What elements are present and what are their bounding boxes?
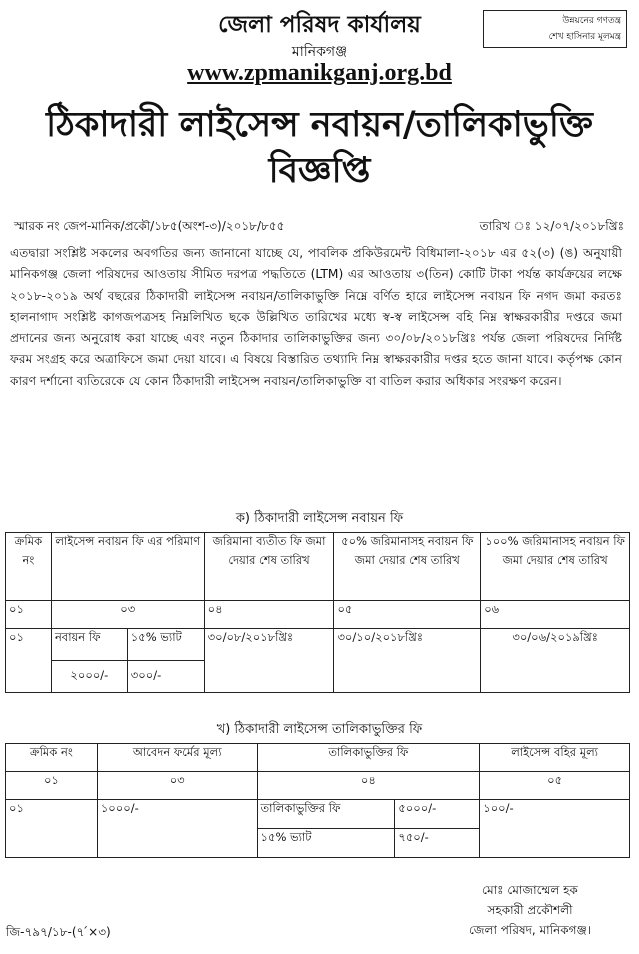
notice-title: ঠিকাদারী লাইসেন্স নবায়ন/তালিকাভুক্তি bbox=[46, 105, 593, 145]
date-100-fine-cell: ৩০/০৬/২০১৯খ্রিঃ bbox=[481, 629, 630, 693]
signatory-office: জেলা পরিষদ, মানিকগঞ্জ। bbox=[468, 923, 592, 937]
date-50-fine-cell: ৩০/১০/২০১৮খ্রিঃ bbox=[334, 629, 481, 693]
section-renewal-title: ক) ঠিকাদারী লাইসেন্স নবায়ন ফি bbox=[235, 511, 404, 526]
index-cell: ০১ bbox=[6, 772, 98, 800]
index-cell: ০৩ bbox=[51, 601, 204, 629]
table-index-row bbox=[6, 601, 630, 629]
header-fee-amount: লাইসেন্স নবায়ন ফি এর পরিমাণ bbox=[51, 533, 204, 601]
header-enlistment-fee: তালিকাভুক্তির ফি bbox=[257, 744, 480, 772]
header-form-price: আবেদন ফর্মের মূল্য bbox=[97, 744, 257, 772]
section-enlistment-title: খ) ঠিকাদারী লাইসেন্স তালিকাভুক্তির ফি bbox=[216, 722, 423, 737]
notice-body: এতদ্বারা সংশ্লিষ্ট সকলের অবগতির জন্য জানানো যাচ্ছে যে, পাবলিক প্রকিউরমেন্ট বিধিমালা-২০১৮ এর ৫২(৩) (ঙ) অনুযায়ী মানিকগঞ্জ জেলা পরিষদের আওতায় সীমিত দরপত্র পদ্ধতিতে (LTM) এর আওতায় ৩(তিন) কোটি টাকা পর্যন্ত কার্যক্রয়ের লক্ষে ২০১৮-২০১৯ অর্থ বছরের ঠিকাদারী লাইসেন্স নবায়ন/তালিকাভুক্তি নিম্নে বর্ণিত হারে লাইসেন্স নবায়ন ফি নগদ জমা করতঃ হালনাগাদ সংশ্লিষ্ট কাগজপত্রসহ নিম্নলিখিত ছকে উল্লিখিত তারিখের মধ্যে স্ব-স্ব লাইসেন্স বহি নিম্ন স্বাক্ষরকারীর দপ্তরে জমা প্রদানের জন্য অনুরোধ করা যাচ্ছে এবং নতুন ঠিকাদার তালিকাভুক্তির জন্য ৩০/০৮/২০১৮খ্রিঃ পর্যন্ত জেলা পরিষদের নির্দিষ্ট ফরম সংগ্রহ করে অত্রাফিসে জমা দেয়া যাবে। এ বিষয়ে বিস্তারিত তথ্যাদি নিম্ন স্বাক্ষরকারীর দপ্তর হতে জানা যাবে। কর্তৃপক্ষ কোন কারণ দর্শানো ব্যতিরেকে যে কোন ঠিকাদারী লাইসেন্স নবায়ন/তালিকাভুক্তি বা বাতিল করার অধিকার সংরক্ষণ করেন। bbox=[10, 246, 622, 388]
signature-block bbox=[440, 880, 620, 940]
header-serial: ক্রমিক নং bbox=[6, 533, 52, 601]
form-price-cell: ১০০০/- bbox=[97, 800, 257, 858]
vat-amount-cell: ৩০০/- bbox=[127, 661, 204, 693]
index-cell: ০৪ bbox=[204, 601, 334, 629]
header-serial: ক্রমিক নং bbox=[6, 744, 98, 772]
index-cell: ০৬ bbox=[481, 601, 630, 629]
index-cell: ০৪ bbox=[257, 772, 480, 800]
slogan-box bbox=[483, 10, 627, 48]
index-cell: ০৫ bbox=[334, 601, 481, 629]
fee-amount-cell: ২০০০/- bbox=[51, 661, 127, 693]
website-link[interactable]: www.zpmanikganj.org.bd bbox=[187, 60, 452, 86]
memo-reference: স্মারক নং জেপ-মানিক/প্রকৌ/১৮৫(অংশ-৩)/২০১৮/৮৫৫ bbox=[14, 219, 285, 233]
notice-subtitle: বিজ্ঞপ্তি bbox=[268, 151, 371, 191]
table-row bbox=[6, 800, 630, 829]
slogan-line-2: শেখ হাসিনার মূলমন্ত্র bbox=[548, 32, 621, 42]
table-header-row bbox=[6, 744, 630, 772]
signatory-designation: সহকারী প্রকৌশলী bbox=[487, 903, 573, 917]
date-no-fine-cell: ৩০/০৮/২০১৮খ্রিঃ bbox=[204, 629, 334, 693]
district-name: মানিকগঞ্জ bbox=[291, 44, 348, 60]
vat-label-cell: ১৫% ভ্যাট bbox=[127, 629, 204, 661]
header-date-50-fine: ৫০% জরিমানাসহ নবায়ন ফি জমা দেয়ার শেষ তারিখ bbox=[334, 533, 481, 601]
index-cell: ০৩ bbox=[97, 772, 257, 800]
memo-line bbox=[14, 218, 624, 238]
slogan-line-1: উন্নয়নের গণতন্ত্র bbox=[562, 16, 621, 26]
fee-label-cell: নবায়ন ফি bbox=[51, 629, 127, 661]
print-code: জি-৭৯৭/১৮-(৭ ́×৩) bbox=[6, 925, 111, 939]
enlist-amount-cell: ৫০০০/- bbox=[395, 800, 480, 829]
header-date-100-fine: ১০০% জরিমানাসহ নবায়ন ফি জমা দেয়ার শেষ তারিখ bbox=[481, 533, 630, 601]
index-cell: ০১ bbox=[6, 601, 52, 629]
renewal-fee-table bbox=[5, 532, 630, 693]
table-header-row bbox=[6, 533, 630, 601]
header-book-price: লাইসেন্স বহির মূল্য bbox=[480, 744, 630, 772]
office-name: জেলা পরিষদ কার্যালয় bbox=[218, 12, 421, 38]
header-date-no-fine: জরিমানা ব্যতীত ফি জমা দেয়ার শেষ তারিখ bbox=[204, 533, 334, 601]
memo-date: তারিখ ঃ ১২/০৭/২০১৮খ্রিঃ bbox=[479, 219, 624, 233]
vat-amount-cell: ৭৫০/- bbox=[395, 829, 480, 858]
table-index-row bbox=[6, 772, 630, 800]
signatory-name: মোঃ মোজাম্মেল হক bbox=[482, 883, 578, 897]
serial-cell: ০১ bbox=[6, 629, 52, 693]
table-row bbox=[6, 629, 630, 661]
index-cell: ০৫ bbox=[480, 772, 630, 800]
serial-cell: ০১ bbox=[6, 800, 98, 858]
enlistment-fee-table bbox=[5, 743, 630, 858]
vat-label-cell: ১৫% ভ্যাট bbox=[257, 829, 395, 858]
enlist-label-cell: তালিকাভুক্তির ফি bbox=[257, 800, 395, 829]
book-price-cell: ১০০/- bbox=[480, 800, 630, 858]
